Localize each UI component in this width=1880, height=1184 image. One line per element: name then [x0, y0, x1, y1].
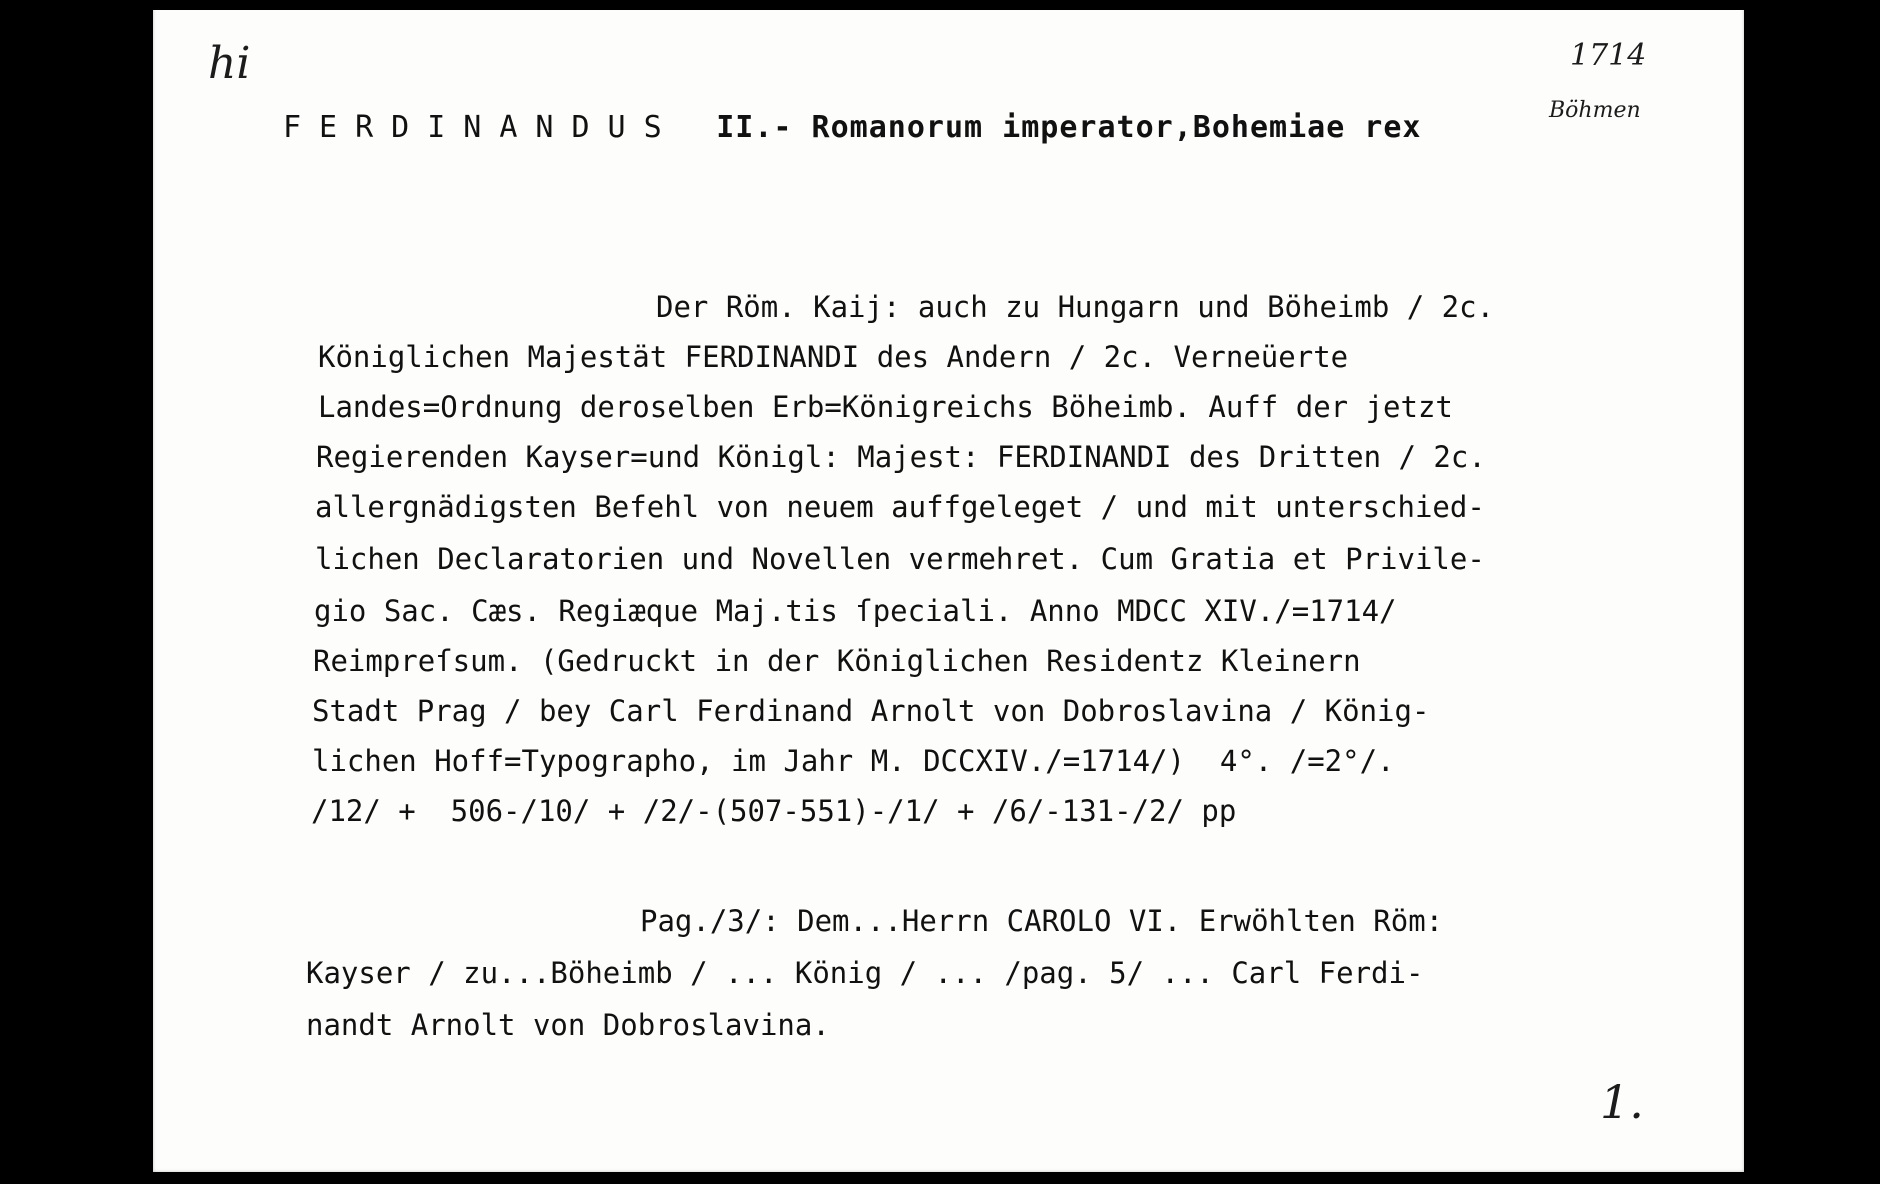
description-line: /12/ + 506-/10/ + /2/-(507-551)-/1/ + /6/-131-/2/ pp — [311, 794, 1237, 828]
description-line: Landes=Ordnung deroselben Erb=Königreichs Böheimb. Auff der jetzt — [318, 390, 1453, 424]
handwritten-mark-top-left: hi — [208, 38, 251, 89]
card-top-edge — [153, 0, 1744, 10]
catalog-card — [153, 0, 1744, 1172]
description-line: Königlichen Majestät FERDINANDI des Andern / 2c. Verneüerte — [318, 340, 1349, 374]
description-line: Stadt Prag / bey Carl Ferdinand Arnolt von Dobroslavina / König- — [312, 694, 1430, 728]
card-heading — [283, 110, 1422, 145]
handwritten-page-number: 1. — [1600, 1075, 1644, 1129]
handwritten-year: 1714 — [1570, 38, 1647, 73]
handwritten-note-boehmen: Böhmen — [1549, 98, 1641, 123]
description-line: Regierenden Kayser=und Königl: Majest: FERDINANDI des Dritten / 2c. — [316, 440, 1486, 474]
description-line: Der Röm. Kaij: auch zu Hungarn und Böheimb / 2c. — [656, 290, 1495, 324]
note-line: Kayser / zu...Böheimb / ... König / ... /pag. 5/ ... Carl Ferdi- — [306, 956, 1424, 990]
description-line: Reimpreſsum. (Gedruckt in der Königlichen Residentz Kleinern — [313, 644, 1361, 678]
description-line: lichen Hoff=Typographo, im Jahr M. DCCXIV./=1714/) 4°. /=2°/. — [312, 744, 1395, 778]
note-line: nandt Arnolt von Dobroslavina. — [306, 1008, 830, 1042]
description-line: lichen Declaratorien und Novellen vermehret. Cum Gratia et Privile- — [315, 542, 1485, 576]
heading-name: FERDINANDUS — [283, 110, 680, 145]
description-line: allergnädigsten Befehl von neuem auffgeleget / und mit unterschied- — [315, 490, 1485, 524]
heading-title: II.- Romanorum imperator,Bohemiae rex — [716, 110, 1422, 145]
note-line: Pag./3/: Dem...Herrn CAROLO VI. Erwöhlten Röm: — [640, 904, 1444, 938]
description-line: gio Sac. Cæs. Regiæque Maj.tis ſpeciali. Anno MDCC XIV./=1714/ — [314, 594, 1397, 628]
